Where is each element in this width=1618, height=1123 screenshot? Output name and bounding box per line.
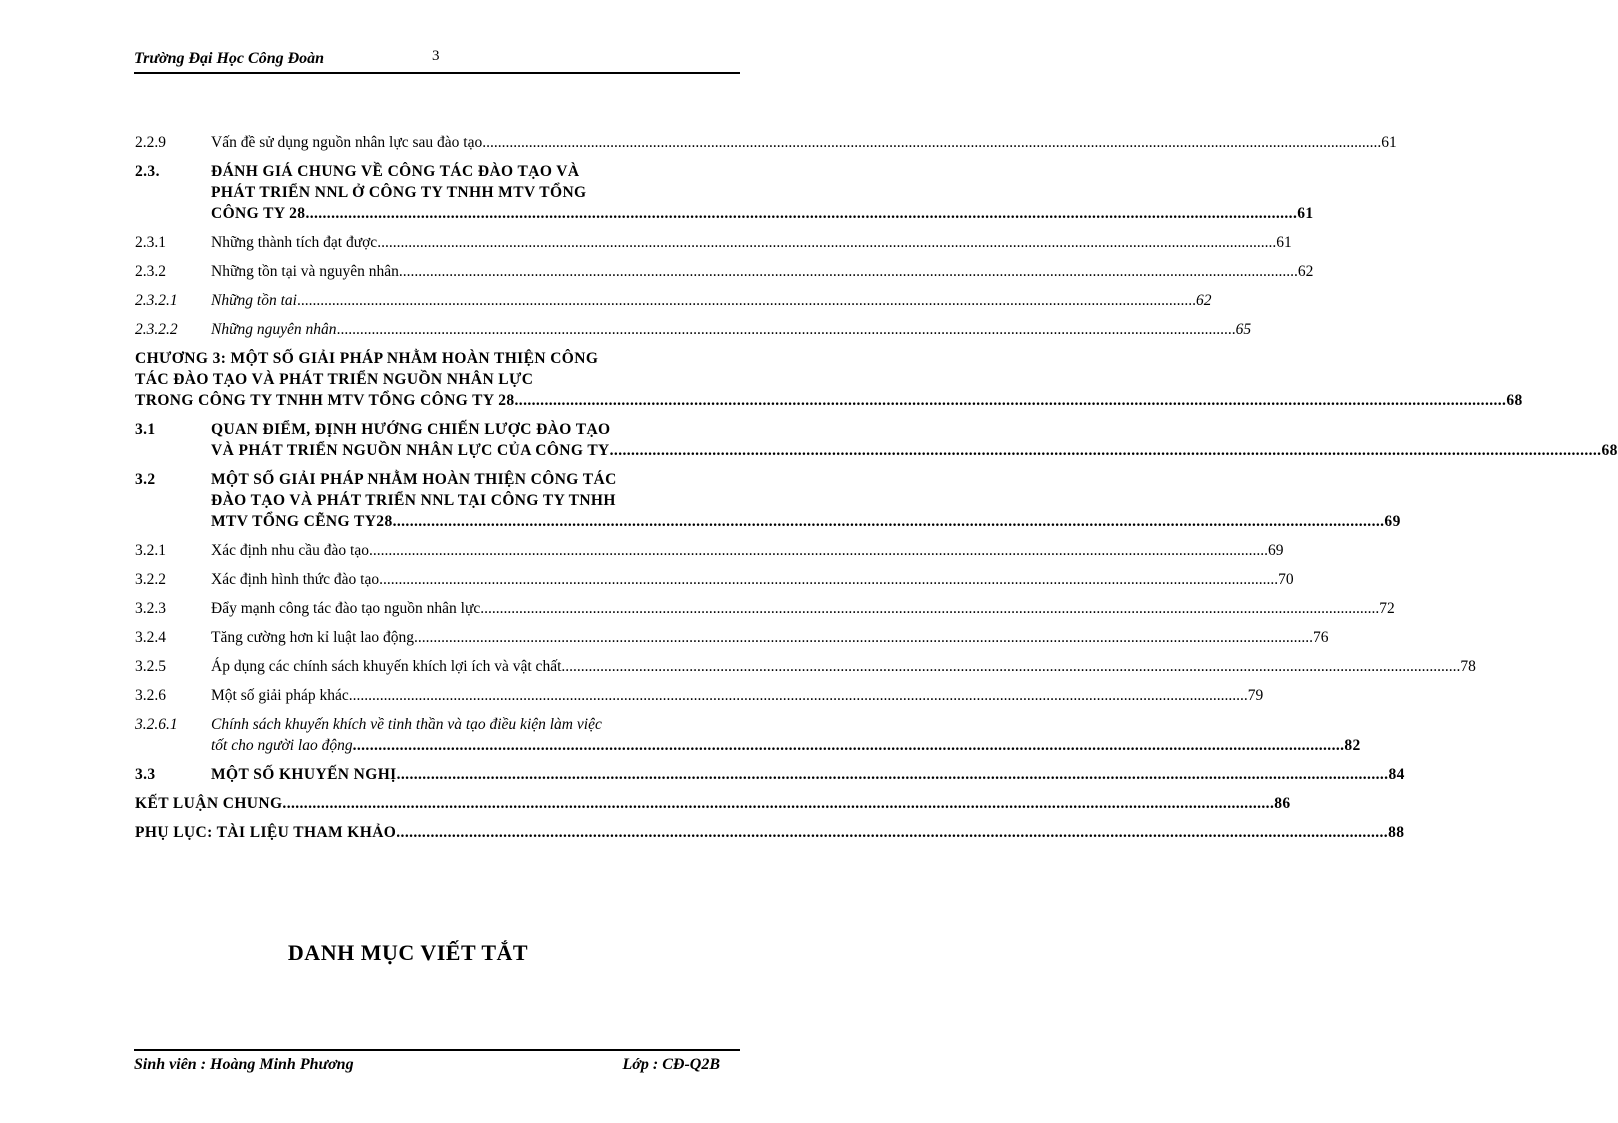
toc-entry-title: Xác định hình thức đào tạo xyxy=(211,571,380,588)
dot-leader xyxy=(397,764,1389,785)
toc-entry-number: 2.3. xyxy=(135,163,160,180)
toc-entry-page: 72 xyxy=(1379,600,1395,617)
toc-entry-page: 65 xyxy=(1235,321,1252,338)
dot-leader xyxy=(379,569,1278,590)
toc-entry-title: PHÁT TRIỂN NNL Ở CÔNG TY TNHH MTV TỔNG xyxy=(211,184,587,201)
toc-entry xyxy=(135,627,1329,648)
toc-entry-title: Tăng cường hơn kỉ luật lao động xyxy=(211,629,415,646)
toc-entry-title: CHƯƠNG 3: MỘT SỐ GIẢI PHÁP NHẰM HOÀN THIỆN CÔNG xyxy=(135,350,599,367)
dot-leader xyxy=(393,511,1385,532)
toc-entry xyxy=(135,161,1314,224)
dot-leader xyxy=(480,598,1379,619)
toc-entry-page: 82 xyxy=(1344,737,1361,754)
toc-entry-number: 3.2.4 xyxy=(135,629,166,646)
toc-entry-page: 62 xyxy=(1297,263,1314,280)
toc-entry xyxy=(135,290,1212,311)
toc-entry xyxy=(135,656,1476,677)
dot-leader xyxy=(377,232,1276,253)
toc-entry-page: 78 xyxy=(1460,658,1476,675)
toc-entry-number: 3.1 xyxy=(135,421,156,438)
toc-entry-page: 70 xyxy=(1278,571,1294,588)
toc-entry-number: 3.2.5 xyxy=(135,658,166,675)
toc-entry-title: Đẩy mạnh công tác đào tạo nguồn nhân lực xyxy=(211,600,481,617)
toc-entry-page: 88 xyxy=(1388,824,1405,841)
dot-leader xyxy=(369,540,1268,561)
toc-entry xyxy=(135,793,1291,814)
dot-leader xyxy=(610,440,1602,461)
dot-leader xyxy=(282,793,1274,814)
toc-entry-title: PHỤ LỤC: TÀI LIỆU THAM KHẢO xyxy=(135,824,397,841)
page-footer xyxy=(134,1049,740,1079)
toc-entry-number: 3.2.6 xyxy=(135,687,166,704)
toc-entry-page: 68 xyxy=(1506,392,1523,409)
toc-entry-number: 2.3.2 xyxy=(135,263,166,280)
toc-entry xyxy=(135,685,1264,706)
dot-leader xyxy=(305,203,1297,224)
toc-entry-title: Vấn đề sử dụng nguồn nhân lực sau đào tạo xyxy=(211,134,483,151)
toc-entry-page: 76 xyxy=(1313,629,1329,646)
dot-leader xyxy=(561,656,1460,677)
toc-entry xyxy=(135,598,1395,619)
toc-entry-title: tốt cho người lao động xyxy=(211,737,353,754)
toc-entry-number: 2.3.2.1 xyxy=(135,292,178,309)
dot-leader xyxy=(396,822,1388,843)
toc-entry-number: 3.2 xyxy=(135,471,156,488)
toc-entry xyxy=(135,419,1618,461)
dot-leader xyxy=(482,132,1381,153)
toc-entry-page: 69 xyxy=(1267,542,1284,559)
toc-entry-page: 61 xyxy=(1276,234,1292,251)
page-number: 3 xyxy=(432,48,440,64)
dot-leader xyxy=(297,290,1196,311)
toc-entry-number: 3.2.6.1 xyxy=(135,716,178,733)
toc-entry xyxy=(135,232,1292,253)
dot-leader xyxy=(349,685,1248,706)
toc-entry-title: Những tồn tại và nguyên nhân xyxy=(211,263,399,280)
toc-entry xyxy=(135,714,1361,756)
toc-entry-title: Những tồn tai xyxy=(211,292,297,309)
page-header xyxy=(134,50,740,74)
toc-entry xyxy=(135,261,1314,282)
table-of-contents xyxy=(135,132,1618,851)
toc-entry xyxy=(135,822,1405,843)
toc-entry xyxy=(135,348,1523,411)
toc-entry-title: TRONG CÔNG TY TNHH MTV TỔNG CÔNG TY 28 xyxy=(135,392,515,409)
toc-entry-page: 68 xyxy=(1601,442,1618,459)
toc-entry xyxy=(135,469,1401,532)
toc-entry-title: Những nguyên nhân xyxy=(211,321,337,338)
toc-entry-number: 2.2.9 xyxy=(135,134,166,151)
dot-leader xyxy=(337,319,1236,340)
toc-entry-page: 86 xyxy=(1274,795,1291,812)
toc-entry-title: VÀ PHÁT TRIỂN NGUỒN NHÂN LỰC CỦA CÔNG TY xyxy=(211,442,610,459)
toc-entry-number: 2.3.1 xyxy=(135,234,166,251)
section-title: DANH MỤC VIẾT TẮT xyxy=(287,940,529,965)
toc-entry-title: Áp dụng các chính sách khuyến khích lợi ích và vật chất xyxy=(211,658,562,675)
header-title: Trường Đại Học Công Đoàn xyxy=(134,50,325,67)
toc-entry-page: 84 xyxy=(1388,766,1405,783)
toc-entry-title: Những thành tích đạt được xyxy=(211,234,378,251)
toc-entry-number: 3.2.1 xyxy=(135,542,166,559)
toc-entry-number: 2.3.2.2 xyxy=(135,321,178,338)
footer-student: Sinh viên : Hoàng Minh Phương xyxy=(134,1056,354,1073)
toc-entry-title: Một số giải pháp khác xyxy=(211,687,349,704)
toc-entry-number: 3.2.3 xyxy=(135,600,166,617)
toc-entry-title: MỘT SỐ GIẢI PHÁP NHẰM HOÀN THIỆN CÔNG TÁC xyxy=(211,471,617,488)
toc-entry-title: ĐÀO TẠO VÀ PHÁT TRIỂN NNL TẠI CÔNG TY TNHH xyxy=(211,492,616,509)
toc-entry xyxy=(135,569,1294,590)
toc-entry xyxy=(135,319,1252,340)
toc-entry-title: MTV TỔNG CẼNG TY28 xyxy=(211,513,393,530)
toc-entry xyxy=(135,132,1397,153)
toc-entry xyxy=(135,540,1284,561)
toc-entry-title: Chính sách khuyến khích về tinh thần và tạo điều kiện làm việc xyxy=(211,716,602,733)
toc-entry-page: 62 xyxy=(1195,292,1212,309)
toc-entry-number: 3.2.2 xyxy=(135,571,166,588)
toc-entry-title: KẾT LUẬN CHUNG xyxy=(135,795,283,812)
toc-entry-number: 3.3 xyxy=(135,766,156,783)
toc-entry-title: ĐÁNH GIÁ CHUNG VỀ CÔNG TÁC ĐÀO TẠO VÀ xyxy=(211,163,580,180)
dot-leader xyxy=(515,390,1507,411)
toc-entry-page: 61 xyxy=(1297,205,1314,222)
dot-leader xyxy=(353,735,1345,756)
toc-entry-title: CÔNG TY 28 xyxy=(211,205,306,222)
dot-leader xyxy=(414,627,1313,648)
toc-entry-title: TÁC ĐÀO TẠO VÀ PHÁT TRIỂN NGUỒN NHÂN LỰC xyxy=(135,371,534,388)
footer-class: Lớp : CĐ-Q2B xyxy=(622,1056,720,1073)
toc-entry-page: 79 xyxy=(1247,687,1264,704)
toc-entry-title: MỘT SỐ KHUYẾN NGHỊ xyxy=(211,766,397,783)
toc-entry-title: Xác định nhu cầu đào tạo xyxy=(211,542,369,559)
toc-entry-title: QUAN ĐIỂM, ĐỊNH HƯỚNG CHIẾN LƯỢC ĐÀO TẠO xyxy=(211,421,611,438)
toc-entry-page: 69 xyxy=(1384,513,1401,530)
toc-entry-page: 61 xyxy=(1381,134,1397,151)
dot-leader xyxy=(399,261,1298,282)
toc-entry xyxy=(135,764,1405,785)
